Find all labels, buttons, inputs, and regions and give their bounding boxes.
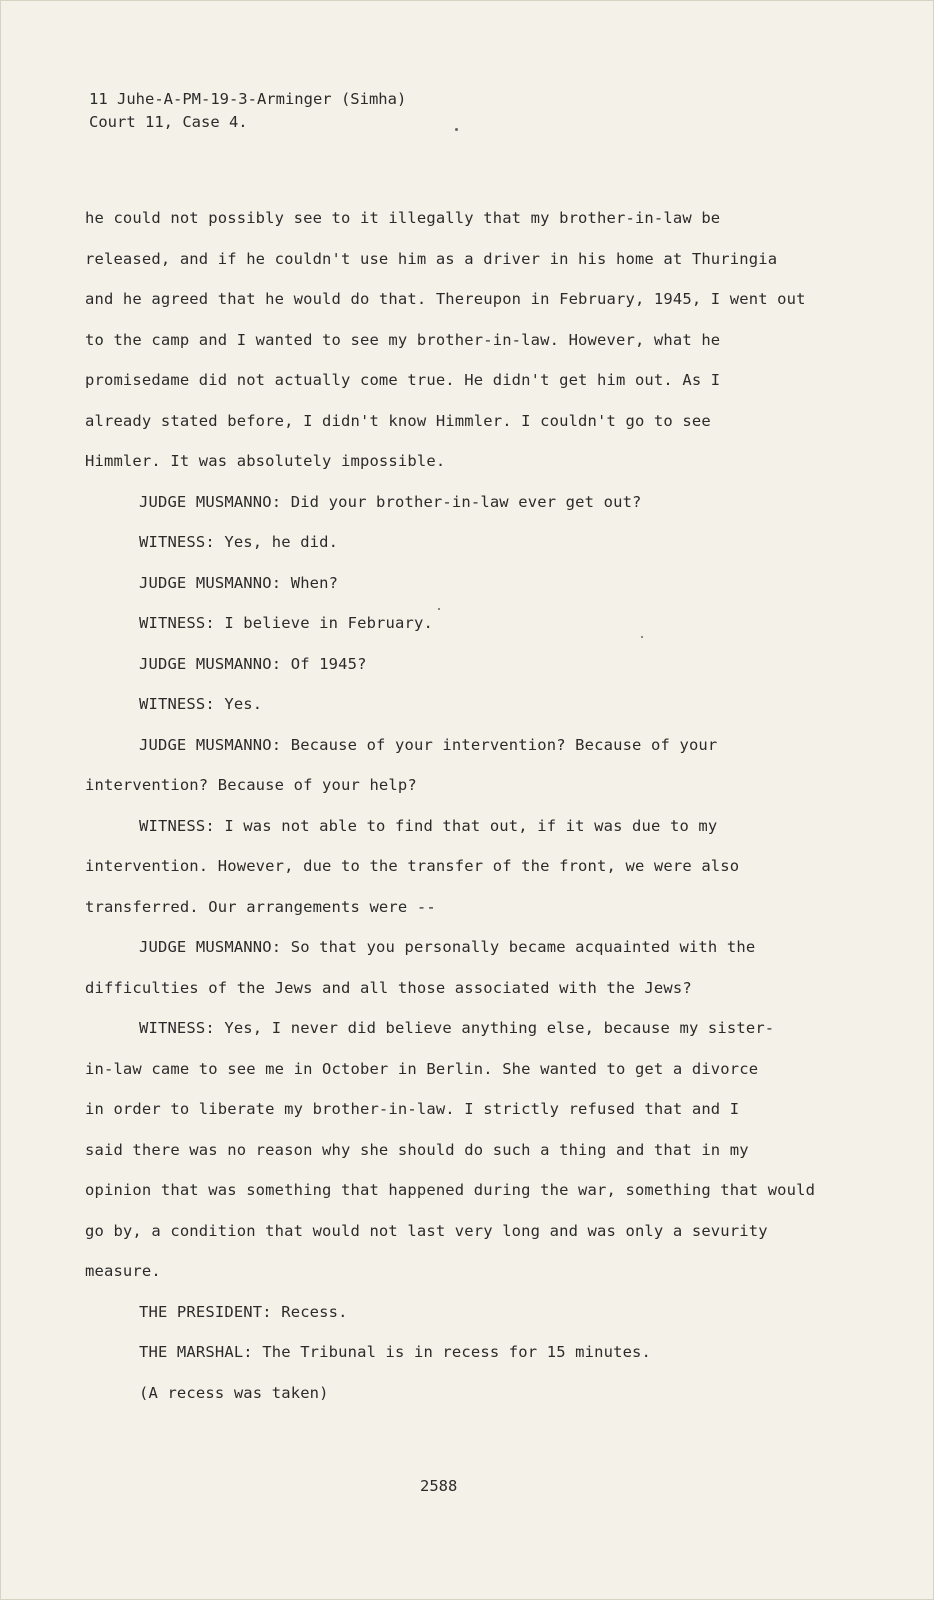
- transcript-line: (A recess was taken): [139, 1383, 329, 1402]
- transcript-line: THE MARSHAL: The Tribunal is in recess for 15 minutes.: [139, 1343, 652, 1361]
- transcript-line: he could not possibly see to it illegally that my brother-in-law be: [85, 209, 721, 227]
- document-header: [89, 88, 406, 134]
- transcript-line: intervention? Because of your help?: [85, 776, 417, 794]
- transcript-line: WITNESS: Yes.: [139, 695, 263, 713]
- transcript-line: WITNESS: I believe in February.: [139, 614, 433, 632]
- header-line-1: 11 Juhe-A-PM-19-3-Arminger (Simha): [89, 90, 407, 108]
- transcript-line: to the camp and I wanted to see my brother-in-law. However, what he: [85, 330, 721, 349]
- paper-speck: [455, 128, 458, 131]
- transcript-line: JUDGE MUSMANNO: Because of your intervention? Because of your: [139, 735, 718, 754]
- transcript-body: [85, 198, 885, 1413]
- paper-speck: [438, 608, 440, 610]
- transcript-line: go by, a condition that would not last very long and was only a sevurity: [85, 1221, 768, 1240]
- transcript-line: promisedame did not actually come true. He didn't get him out. As I: [85, 371, 721, 389]
- transcript-line: said there was no reason why she should do such a thing and that in my: [85, 1140, 749, 1159]
- transcript-line: WITNESS: Yes, he did.: [139, 533, 339, 551]
- transcript-line: THE PRESIDENT: Recess.: [139, 1302, 348, 1321]
- paper-speck: [641, 636, 643, 638]
- page-number: 2588: [420, 1477, 458, 1495]
- transcript-line: transferred. Our arrangements were --: [85, 897, 436, 916]
- transcript-line: difficulties of the Jews and all those associated with the Jews?: [85, 978, 692, 997]
- transcript-line: measure.: [85, 1262, 161, 1280]
- transcript-line: JUDGE MUSMANNO: Of 1945?: [139, 654, 367, 673]
- transcript-line: JUDGE MUSMANNO: So that you personally became acquainted with the: [139, 938, 756, 956]
- transcript-line: JUDGE MUSMANNO: Did your brother-in-law ever get out?: [139, 492, 642, 511]
- transcript-line: and he agreed that he would do that. Thereupon in February, 1945, I went out: [85, 290, 806, 308]
- transcript-line: JUDGE MUSMANNO: When?: [139, 573, 339, 592]
- transcript-line: Himmler. It was absolutely impossible.: [85, 452, 446, 470]
- transcript-line: opinion that was something that happened during the war, something that would: [85, 1181, 816, 1199]
- transcript-line: WITNESS: I was not able to find that out, if it was due to my: [139, 816, 718, 835]
- transcript-line: released, and if he couldn't use him as a driver in his home at Thuringia: [85, 249, 778, 268]
- transcript-line: already stated before, I didn't know Himmler. I couldn't go to see: [85, 411, 711, 430]
- transcript-line: WITNESS: Yes, I never did believe anything else, because my sister-: [139, 1019, 775, 1037]
- header-line-2: Court 11, Case 4.: [89, 113, 248, 131]
- transcript-line: in-law came to see me in October in Berlin. She wanted to get a divorce: [85, 1059, 759, 1078]
- transcript-line: in order to liberate my brother-in-law. I strictly refused that and I: [85, 1100, 740, 1118]
- transcript-line: intervention. However, due to the transfer of the front, we were also: [85, 857, 740, 875]
